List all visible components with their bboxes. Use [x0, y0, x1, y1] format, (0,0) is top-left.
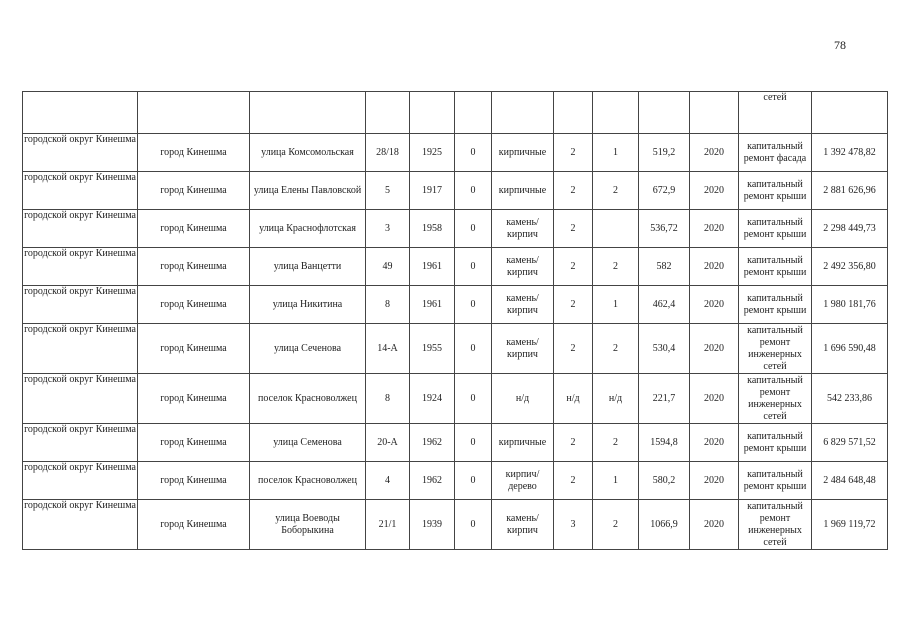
house-number-cell: 21/1	[366, 500, 410, 550]
area-cell: 582	[639, 248, 690, 286]
header-cell-year-built	[410, 92, 455, 134]
header-cell-wall-material	[492, 92, 554, 134]
floors-cell: 2	[554, 248, 593, 286]
area-cell: 462,4	[639, 286, 690, 324]
house-number-cell: 8	[366, 374, 410, 424]
year-built-cell: 1917	[410, 172, 455, 210]
entrances-cell: н/д	[593, 374, 639, 424]
floors-cell: 2	[554, 210, 593, 248]
header-cell-house-number	[366, 92, 410, 134]
house-number-cell: 8	[366, 286, 410, 324]
floors-cell: 2	[554, 172, 593, 210]
entrances-cell: 1	[593, 462, 639, 500]
house-number-cell: 5	[366, 172, 410, 210]
year-built-cell: 1955	[410, 324, 455, 374]
col-zero-cell: 0	[455, 424, 492, 462]
work-type-cell: капитальный ремонт крыши	[739, 286, 812, 324]
street-cell: улица Елены Павловской	[250, 172, 366, 210]
street-cell: улица Ванцетти	[250, 248, 366, 286]
cost-cell: 1 392 478,82	[812, 134, 888, 172]
table-row	[23, 500, 888, 550]
settlement-cell: город Кинешма	[138, 500, 250, 550]
header-cell-year	[690, 92, 739, 134]
year-cell: 2020	[690, 134, 739, 172]
entrances-cell: 2	[593, 172, 639, 210]
area-cell: 1594,8	[639, 424, 690, 462]
municipality-cell: городской округ Кинешма	[23, 248, 138, 286]
municipality-cell: городской округ Кинешма	[23, 286, 138, 324]
year-built-cell: 1962	[410, 462, 455, 500]
floors-cell: 2	[554, 462, 593, 500]
table-row	[23, 286, 888, 324]
cost-cell: 6 829 571,52	[812, 424, 888, 462]
col-zero-cell: 0	[455, 324, 492, 374]
cost-cell: 2 492 356,80	[812, 248, 888, 286]
year-built-cell: 1925	[410, 134, 455, 172]
col-zero-cell: 0	[455, 134, 492, 172]
house-number-cell: 3	[366, 210, 410, 248]
house-number-cell: 20-А	[366, 424, 410, 462]
wall-material-cell: кирпичные	[492, 134, 554, 172]
year-built-cell: 1961	[410, 286, 455, 324]
entrances-cell: 1	[593, 286, 639, 324]
year-cell: 2020	[690, 374, 739, 424]
year-cell: 2020	[690, 500, 739, 550]
settlement-cell: город Кинешма	[138, 210, 250, 248]
col-zero-cell: 0	[455, 462, 492, 500]
area-cell: 580,2	[639, 462, 690, 500]
municipality-cell: городской округ Кинешма	[23, 172, 138, 210]
municipality-cell: городской округ Кинешма	[23, 500, 138, 550]
year-cell: 2020	[690, 210, 739, 248]
header-cell-col-zero	[455, 92, 492, 134]
work-type-cell: капитальный ремонт крыши	[739, 172, 812, 210]
cost-cell: 1 969 119,72	[812, 500, 888, 550]
header-cell-municipality	[23, 92, 138, 134]
house-number-cell: 4	[366, 462, 410, 500]
year-cell: 2020	[690, 286, 739, 324]
entrances-cell: 2	[593, 248, 639, 286]
area-cell: 530,4	[639, 324, 690, 374]
municipality-cell: городской округ Кинешма	[23, 324, 138, 374]
house-number-cell: 49	[366, 248, 410, 286]
col-zero-cell: 0	[455, 374, 492, 424]
col-zero-cell: 0	[455, 248, 492, 286]
work-type-cell: капитальный ремонт крыши	[739, 462, 812, 500]
street-cell: улица Никитина	[250, 286, 366, 324]
table-row	[23, 324, 888, 374]
table-row	[23, 374, 888, 424]
table-row	[23, 424, 888, 462]
cost-cell: 2 484 648,48	[812, 462, 888, 500]
table-row	[23, 172, 888, 210]
wall-material-cell: камень/кирпич	[492, 210, 554, 248]
repair-table	[22, 91, 888, 550]
work-type-cell: капитальный ремонт инженерных сетей	[739, 500, 812, 550]
settlement-cell: город Кинешма	[138, 324, 250, 374]
work-type-cell: капитальный ремонт фасада	[739, 134, 812, 172]
floors-cell: 2	[554, 286, 593, 324]
floors-cell: н/д	[554, 374, 593, 424]
table-row	[23, 134, 888, 172]
col-zero-cell: 0	[455, 172, 492, 210]
municipality-cell: городской округ Кинешма	[23, 134, 138, 172]
year-cell: 2020	[690, 462, 739, 500]
page-number: 78	[834, 38, 846, 52]
house-number-cell: 28/18	[366, 134, 410, 172]
year-built-cell: 1924	[410, 374, 455, 424]
floors-cell: 3	[554, 500, 593, 550]
year-built-cell: 1939	[410, 500, 455, 550]
work-type-cell: капитальный ремонт крыши	[739, 210, 812, 248]
wall-material-cell: кирпичные	[492, 172, 554, 210]
wall-material-cell: камень/кирпич	[492, 286, 554, 324]
entrances-cell: 2	[593, 324, 639, 374]
municipality-cell: городской округ Кинешма	[23, 424, 138, 462]
entrances-cell	[593, 210, 639, 248]
table-row	[23, 462, 888, 500]
street-cell: поселок Красноволжец	[250, 374, 366, 424]
year-built-cell: 1958	[410, 210, 455, 248]
settlement-cell: город Кинешма	[138, 248, 250, 286]
wall-material-cell: камень/кирпич	[492, 324, 554, 374]
cost-cell: 542 233,86	[812, 374, 888, 424]
work-type-cell: капитальный ремонт инженерных сетей	[739, 324, 812, 374]
header-cell-floors	[554, 92, 593, 134]
col-zero-cell: 0	[455, 500, 492, 550]
settlement-cell: город Кинешма	[138, 424, 250, 462]
year-cell: 2020	[690, 248, 739, 286]
year-built-cell: 1961	[410, 248, 455, 286]
wall-material-cell: н/д	[492, 374, 554, 424]
area-cell: 672,9	[639, 172, 690, 210]
municipality-cell: городской округ Кинешма	[23, 374, 138, 424]
wall-material-cell: камень/кирпич	[492, 500, 554, 550]
table-row	[23, 248, 888, 286]
col-zero-cell: 0	[455, 210, 492, 248]
wall-material-cell: камень/кирпич	[492, 248, 554, 286]
work-type-cell: капитальный ремонт крыши	[739, 248, 812, 286]
header-cell-cost	[812, 92, 888, 134]
municipality-cell: городской округ Кинешма	[23, 462, 138, 500]
header-cell-settlement	[138, 92, 250, 134]
entrances-cell: 2	[593, 500, 639, 550]
settlement-cell: город Кинешма	[138, 462, 250, 500]
area-cell: 519,2	[639, 134, 690, 172]
entrances-cell: 2	[593, 424, 639, 462]
municipality-cell: городской округ Кинешма	[23, 210, 138, 248]
street-cell: улица Воеводы Боборыкина	[250, 500, 366, 550]
cost-cell: 2 881 626,96	[812, 172, 888, 210]
table-row	[23, 210, 888, 248]
area-cell: 536,72	[639, 210, 690, 248]
area-cell: 221,7	[639, 374, 690, 424]
work-type-cell: капитальный ремонт крыши	[739, 424, 812, 462]
header-cell-street	[250, 92, 366, 134]
floors-cell: 2	[554, 324, 593, 374]
street-cell: улица Краснофлотская	[250, 210, 366, 248]
wall-material-cell: кирпич/дерево	[492, 462, 554, 500]
cost-cell: 1 980 181,76	[812, 286, 888, 324]
header-cell-entrances	[593, 92, 639, 134]
cost-cell: 2 298 449,73	[812, 210, 888, 248]
floors-cell: 2	[554, 134, 593, 172]
settlement-cell: город Кинешма	[138, 374, 250, 424]
work-type-cell: капитальный ремонт инженерных сетей	[739, 374, 812, 424]
street-cell: улица Комсомольская	[250, 134, 366, 172]
entrances-cell: 1	[593, 134, 639, 172]
year-built-cell: 1962	[410, 424, 455, 462]
street-cell: улица Семенова	[250, 424, 366, 462]
year-cell: 2020	[690, 424, 739, 462]
year-cell: 2020	[690, 172, 739, 210]
street-cell: улица Сеченова	[250, 324, 366, 374]
header-cell-area	[639, 92, 690, 134]
area-cell: 1066,9	[639, 500, 690, 550]
settlement-cell: город Кинешма	[138, 172, 250, 210]
settlement-cell: город Кинешма	[138, 286, 250, 324]
year-cell: 2020	[690, 324, 739, 374]
col-zero-cell: 0	[455, 286, 492, 324]
floors-cell: 2	[554, 424, 593, 462]
house-number-cell: 14-А	[366, 324, 410, 374]
header-continuation-row	[23, 92, 888, 134]
settlement-cell: город Кинешма	[138, 134, 250, 172]
street-cell: поселок Красноволжец	[250, 462, 366, 500]
cost-cell: 1 696 590,48	[812, 324, 888, 374]
header-cell-work-type: сетей	[739, 92, 812, 134]
wall-material-cell: кирпичные	[492, 424, 554, 462]
